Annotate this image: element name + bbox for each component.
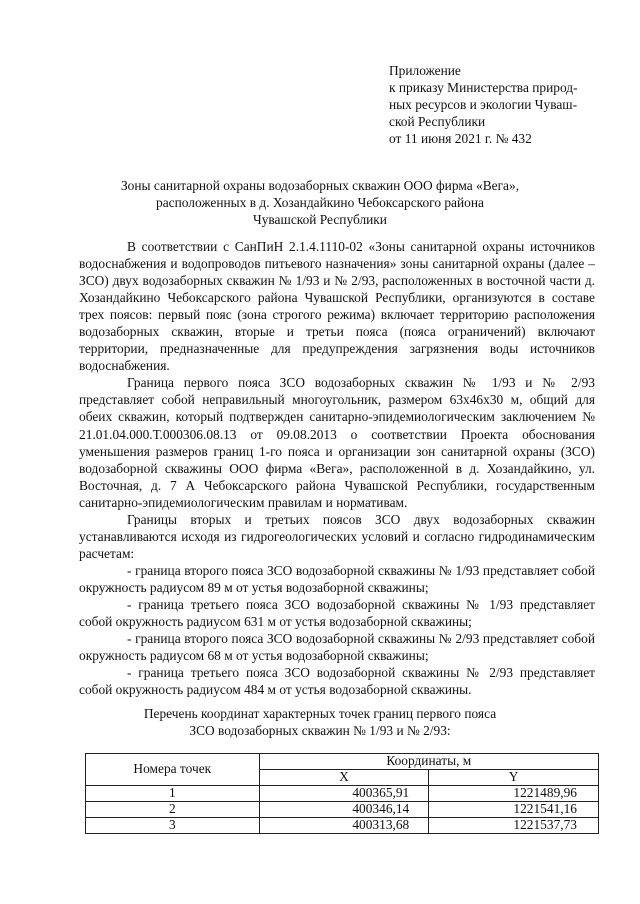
coordinate-x: 400313,68 bbox=[259, 818, 429, 834]
coordinate-x: 400346,14 bbox=[259, 802, 429, 818]
paragraph: - граница третьего пояса ЗСО водозаборной скважины № 2/93 представляет собой окружность радиусом 484 м от устья водозаборной скважины. bbox=[79, 665, 595, 698]
header-coordinates: Координаты, м bbox=[259, 754, 598, 770]
body-text bbox=[79, 238, 595, 698]
point-number: 1 bbox=[86, 786, 260, 802]
annex-line: к приказу Министерства природ- bbox=[389, 80, 578, 95]
coordinate-y: 1221541,16 bbox=[429, 802, 599, 818]
annex-line: ской Республики bbox=[389, 114, 486, 129]
paragraph: В соответствии с СанПиН 2.1.4.1110-02 «Зоны санитарной охраны источников водоснабжения и водопроводов питьевого назначения» зоны санитарной охраны (далее – ЗСО) двух водозаборных скважин № 1/93 и № 2/93, расположенных в восточной части д. Хозандайкино Чебоксарского района Чувашской Республики, организуются в составе трех поясов: первый пояс (зона строгого режима) включает территорию расположения водозаборных скважин, вторые и третьи пояса (пояса ограничений) включают территории, предназначенные для предупреждения загрязнения воды источников водоснабжения. bbox=[79, 239, 595, 374]
table-row bbox=[86, 802, 599, 818]
coordinates-heading-line: Перечень координат характерных точек границ первого пояса bbox=[143, 706, 497, 721]
coordinates-table bbox=[85, 753, 599, 834]
point-number: 2 bbox=[86, 802, 260, 818]
coordinate-y: 1221537,73 bbox=[429, 818, 599, 834]
paragraph: Границы вторых и третьих поясов ЗСО двух водозаборных скважин устанавливаются исходя из гидрогеологических условий и согласно гидродинамическим расчетам: bbox=[79, 511, 595, 561]
table-row bbox=[86, 786, 599, 802]
table-row bbox=[86, 818, 599, 834]
paragraph: - граница второго пояса ЗСО водозаборной скважины № 1/93 представляет собой окружность радиусом 89 м от устья водозаборной скважины; bbox=[79, 562, 595, 595]
header-y: Y bbox=[429, 770, 599, 786]
table-header-row bbox=[86, 754, 599, 770]
header-x: X bbox=[259, 770, 429, 786]
annex-line: от 11 июня 2021 г. № 432 bbox=[389, 131, 532, 146]
title-line: Зоны санитарной охраны водозаборных скважин ООО фирма «Вега», bbox=[120, 178, 520, 193]
annex-line: ных ресурсов и экологии Чуваш- bbox=[389, 97, 578, 112]
annex-line: Приложение bbox=[389, 63, 461, 78]
header-point-numbers: Номера точек bbox=[86, 754, 260, 786]
coordinate-x: 400365,91 bbox=[259, 786, 429, 802]
coordinates-heading-line: ЗСО водозаборных скважин № 1/93 и № 2/93: bbox=[189, 723, 451, 738]
document-title bbox=[110, 177, 530, 228]
paragraph: Граница первого пояса ЗСО водозаборных скважин № 1/93 и № 2/93 представляет собой неправильный многоугольник, размером 63х46х30 м, общий для обеих скважин, который подтвержден санитарно-эпидемиологическим заключением № 21.01.04.000.Т.000306.08.13 от 09.08.2013 о соответствии Проекта обоснования уменьшения размеров границ 1-го пояса и организации зон санитарной охраны (ЗСО) водозаборной скважины ООО фирма «Вега», расположенной в д. Хозандайкино, ул. Восточная, д. 7 А Чебоксарского района Чувашской Республики, государственным санитарно-эпидемиологическим правилам и нормативам. bbox=[79, 375, 595, 510]
coordinate-y: 1221489,96 bbox=[429, 786, 599, 802]
point-number: 3 bbox=[86, 818, 260, 834]
annex-block bbox=[389, 62, 604, 147]
coordinates-heading bbox=[120, 705, 520, 739]
title-line: Чувашской Республики bbox=[253, 212, 387, 227]
title-line: расположенных в д. Хозандайкино Чебоксарского района bbox=[156, 195, 484, 210]
paragraph: - граница второго пояса ЗСО водозаборной скважины № 2/93 представляет собой окружность радиусом 68 м от устья водозаборной скважины; bbox=[79, 631, 595, 664]
paragraph: - граница третьего пояса ЗСО водозаборной скважины № 1/93 представляет собой окружность радиусом 631 м от устья водозаборной скважины; bbox=[79, 596, 595, 630]
